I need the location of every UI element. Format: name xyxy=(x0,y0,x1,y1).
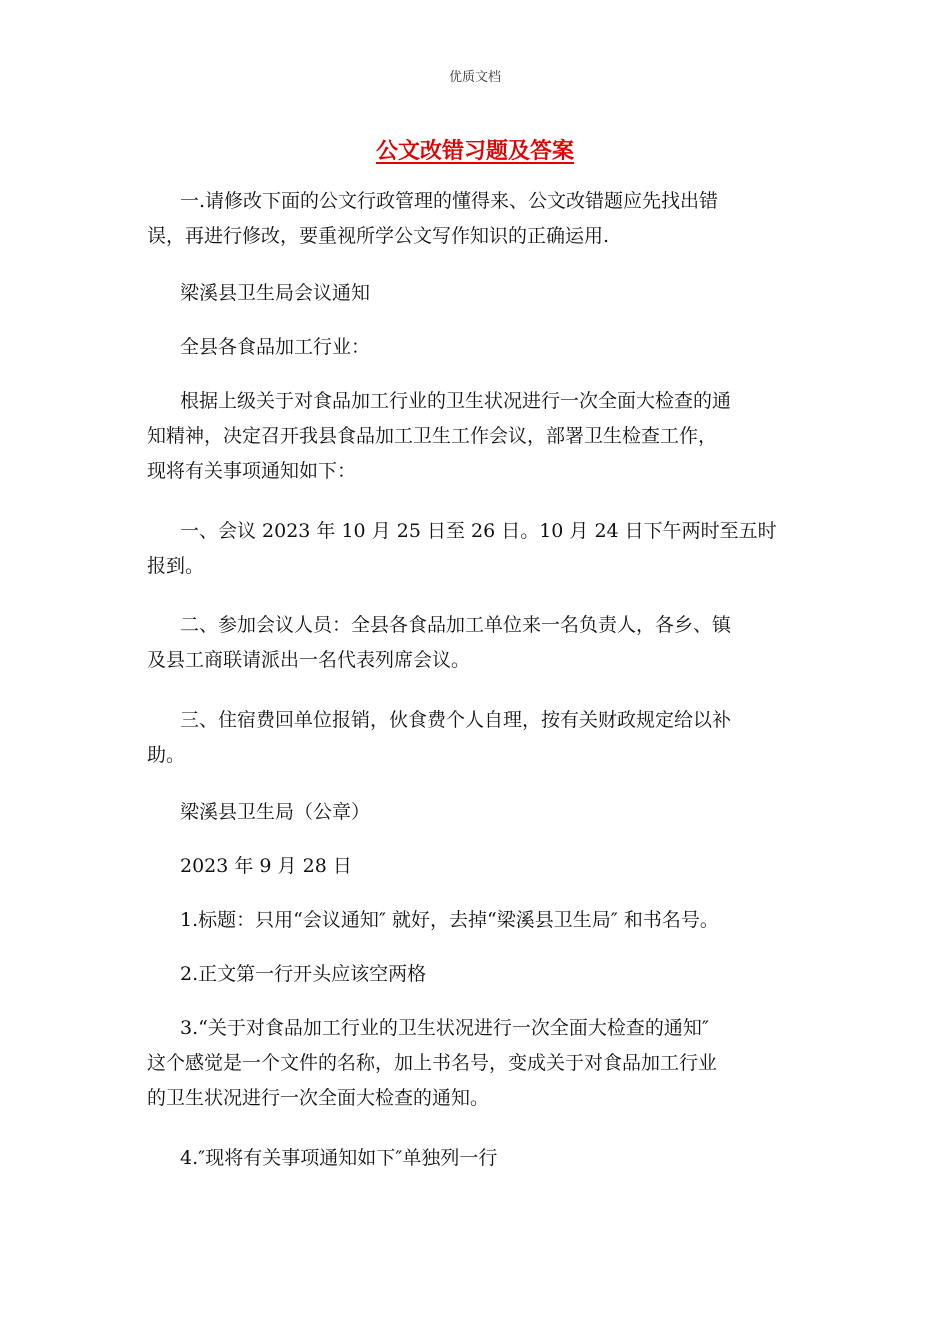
paragraph-line: 1.标题：只用“会议通知″ 就好，去掉“梁溪县卫生局″ 和书名号。 xyxy=(180,909,719,931)
paragraph-line: 及县工商联请派出一名代表列席会议。 xyxy=(147,649,471,671)
paragraph-instruction xyxy=(147,184,827,254)
paragraph-line: 三、住宿费回单位报销，伙食费个人自理，按有关财政规定给以补 xyxy=(180,709,732,731)
paragraph-answer-three xyxy=(147,1011,827,1116)
paragraph-answer-one xyxy=(147,903,827,938)
paragraph-item-one xyxy=(147,514,827,584)
paragraph-line: 这个感觉是一个文件的名称，加上书名号，变成关于对食品加工行业 xyxy=(147,1052,718,1074)
paragraph-line: 助。 xyxy=(147,744,186,766)
paragraph-line: 全县各食品加工行业： xyxy=(180,336,371,358)
paragraph-line: 2.正文第一行开头应该空两格 xyxy=(180,963,427,985)
paragraph-line: 二、参加会议人员：全县各食品加工单位来一名负责人，各乡、镇 xyxy=(180,614,732,636)
paragraph-body-intro xyxy=(147,384,827,489)
paragraph-line: 4.″现将有关事项通知如下″单独列一行 xyxy=(180,1147,498,1169)
document-title: 公文改错习题及答案 xyxy=(375,138,574,164)
paragraph-line: 现将有关事项通知如下： xyxy=(147,460,357,482)
paragraph-notice-title xyxy=(147,276,827,311)
paragraph-line: 2023 年 9 月 28 日 xyxy=(180,855,352,877)
paragraph-line: 一、会议 2023 年 10 月 25 日至 26 日。10 月 24 日下午两时至五时 xyxy=(180,520,777,542)
paragraph-line: 梁溪县卫生局会议通知 xyxy=(180,282,371,304)
paragraph-answer-two xyxy=(147,957,827,992)
paragraph-date xyxy=(147,849,827,884)
paragraph-line: 的卫生状况进行一次全面大检查的通知。 xyxy=(147,1087,490,1109)
paragraph-line: 误，再进行修改，要重视所学公文写作知识的正确运用. xyxy=(147,225,610,247)
paragraph-line: 梁溪县卫生局（公章） xyxy=(180,801,371,823)
paragraph-signature xyxy=(147,795,827,830)
paragraph-line: 3.“关于对食品加工行业的卫生状况进行一次全面大检查的通知″ xyxy=(180,1017,709,1039)
paragraph-item-three xyxy=(147,703,827,773)
paragraph-line: 知精神，决定召开我县食品加工卫生工作会议，部署卫生检查工作， xyxy=(147,425,718,447)
paragraph-line: 报到。 xyxy=(147,555,205,577)
header-mark: 优质文档 xyxy=(448,70,501,85)
paragraph-item-two xyxy=(147,608,827,678)
paragraph-line: 一.请修改下面的公文行政管理的懂得来、公文改错题应先找出错 xyxy=(180,190,719,212)
paragraph-line: 根据上级关于对食品加工行业的卫生状况进行一次全面大检查的通 xyxy=(180,390,732,412)
paragraph-addressee xyxy=(147,330,827,365)
paragraph-answer-four xyxy=(147,1141,827,1176)
